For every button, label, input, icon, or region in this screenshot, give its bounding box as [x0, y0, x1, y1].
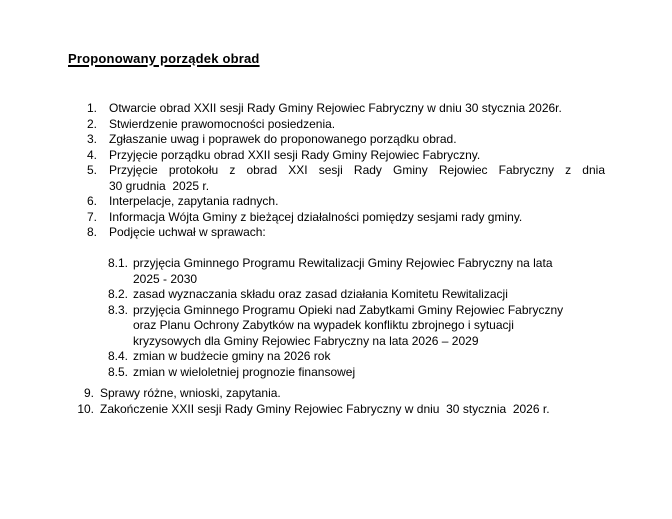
list-item-text — [100, 386, 605, 402]
list-item-text — [109, 210, 605, 226]
list-item-number: 10. — [77, 401, 94, 416]
sublist-item — [108, 365, 605, 381]
list-item-number: 6. — [86, 194, 97, 208]
sublist-item — [108, 303, 605, 350]
text-line: Przyjęcie porządku obrad XXII sesji Rady Gminy Rejowiec Fabryczny. — [109, 147, 481, 162]
text-line: przyjęcia Gminnego Programu Opieki nad Zabytkami Gminy Rejowiec Fabryczny — [133, 302, 564, 317]
sublist-item-number: 8.1. — [108, 256, 129, 270]
sublist-item-number: 8.2. — [108, 287, 129, 301]
text-line: Otwarcie obrad XXII sesji Rady Gminy Rejowiec Fabryczny w dniu 30 stycznia 2026r. — [109, 101, 562, 115]
document-content — [68, 0, 605, 417]
sublist-item — [108, 349, 605, 365]
text-line: zasad wyznaczania składu oraz zasad działania Komitetu Rewitalizacji — [133, 287, 508, 301]
sublist-item-number: 8.5. — [108, 364, 129, 379]
agenda-list — [68, 101, 605, 241]
list-item-number: 9. — [83, 386, 94, 400]
list-item-number: 3. — [86, 132, 97, 146]
list-item-text — [109, 101, 605, 117]
text-line: 2025 - 2030 — [133, 271, 198, 286]
list-item — [68, 132, 605, 148]
title-row — [68, 51, 605, 68]
text-line: Przyjęcie protokołu z obrad XXI sesji Rady Gminy Rejowiec Fabryczny z dnia — [109, 163, 605, 177]
list-item-text — [100, 402, 605, 418]
list-item-number: 4. — [86, 147, 97, 162]
list-item-text — [109, 117, 605, 133]
list-item-text — [109, 225, 605, 241]
list-item — [68, 148, 605, 164]
text-line: Zakończenie XXII sesji Rady Gminy Rejowiec Fabryczny w dniu 30 stycznia 2026 r. — [100, 401, 550, 416]
sublist-item — [108, 256, 605, 287]
text-line: zmian w wieloletniej prognozie finansowej — [133, 364, 356, 379]
list-item — [68, 402, 605, 418]
list-item-number: 7. — [86, 209, 97, 224]
text-line: Interpelacje, zapytania radnych. — [109, 194, 279, 208]
text-line: przyjęcia Gminnego Programu Rewitalizacji Gminy Rejowiec Fabryczny na lata — [133, 256, 553, 270]
text-line: Zgłaszanie uwag i poprawek do proponowanego porządku obrad. — [109, 132, 457, 146]
list-item — [68, 386, 605, 402]
sublist-item-text — [133, 365, 605, 381]
list-item — [68, 210, 605, 226]
text-line: Sprawy różne, wnioski, zapytania. — [100, 386, 281, 400]
text-line: Stwierdzenie prawomocności posiedzenia. — [109, 116, 336, 131]
agenda-sublist — [108, 256, 605, 380]
list-item-text — [109, 132, 605, 148]
list-item — [68, 117, 605, 133]
list-item-text — [109, 163, 605, 194]
sublist-item-text — [133, 349, 605, 365]
list-item-text — [109, 194, 605, 210]
text-line: oraz Planu Ochrony Zabytków na wypadek konfliktu zbrojnego i sytuacji — [133, 318, 514, 332]
list-item-number: 1. — [86, 101, 97, 115]
list-item-number: 2. — [86, 116, 97, 131]
list-item-number: 5. — [86, 163, 97, 177]
sublist-item — [108, 287, 605, 303]
text-line: kryzysowych dla Gminy Rejowiec Fabryczny na lata 2026 – 2029 — [133, 333, 479, 348]
list-item-number: 8. — [86, 225, 97, 239]
text-line: zmian w budżecie gminy na 2026 rok — [133, 349, 331, 363]
agenda-list-tail — [68, 386, 605, 417]
list-item — [68, 101, 605, 117]
page-title: Proponowany porządek obrad — [68, 51, 260, 66]
sublist-item-number: 8.4. — [108, 349, 129, 363]
sublist-item-text — [133, 303, 605, 350]
sublist-item-number: 8.3. — [108, 302, 129, 317]
text-line: 30 grudnia 2025 r. — [109, 178, 210, 193]
list-item — [68, 163, 605, 194]
sublist-item-text — [133, 256, 605, 287]
list-item — [68, 194, 605, 210]
sublist-item-text — [133, 287, 605, 303]
list-item — [68, 225, 605, 241]
text-line: Podjęcie uchwał w sprawach: — [109, 225, 266, 239]
text-line: Informacja Wójta Gminy z bieżącej działalności pomiędzy sesjami rady gminy. — [109, 209, 523, 224]
list-item-text — [109, 148, 605, 164]
